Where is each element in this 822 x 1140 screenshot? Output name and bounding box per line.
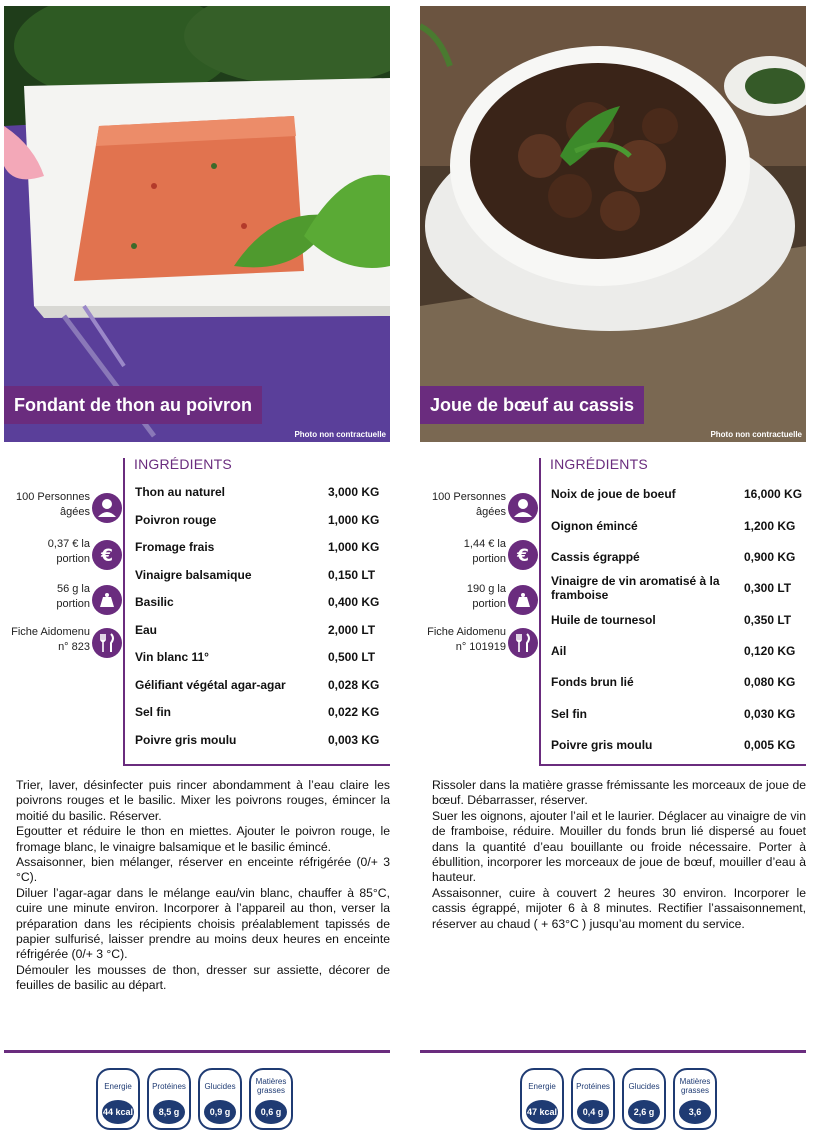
ingredient-qty: 1,200 KG bbox=[744, 518, 796, 533]
badge-label: Matières grasses bbox=[255, 1077, 287, 1095]
ingredient-qty: 3,000 KG bbox=[328, 485, 380, 499]
ingredient-name: Sel fin bbox=[551, 706, 588, 721]
badge-value: 0,9 g bbox=[204, 1100, 236, 1124]
step-text: Démouler les mousses de thon, dresser sur assiette, décorer de feuilles de basilic au départ. bbox=[16, 962, 390, 993]
carbs-badge bbox=[622, 1068, 666, 1130]
ingredient-qty: 0,350 LT bbox=[744, 612, 792, 627]
ingredient-row bbox=[135, 726, 390, 753]
step-text: Suer les oignons, ajouter l’ail et le laurier. Déglacer au vinaigre de vin de framboise, réduire. Mouiller du fonds brun lié dispersé au fouet dans la quantité d’eau bouillante ou froide nécessaire. Porter à ébullition, incorporer les morceaux de joue de bœuf, mouiller d’eau à hauteur. bbox=[432, 808, 806, 885]
ingredient-qty: 0,300 LT bbox=[744, 581, 792, 595]
footer-rule bbox=[420, 1050, 806, 1053]
photo-disclaimer: Photo non contractuelle bbox=[710, 430, 802, 439]
ingredient-row bbox=[551, 729, 806, 760]
ingredient-qty: 0,030 KG bbox=[744, 706, 796, 721]
ingredient-qty: 0,022 KG bbox=[328, 705, 380, 719]
ingredients-table bbox=[135, 478, 390, 753]
person-icon bbox=[92, 493, 122, 523]
ingredient-name: Sel fin bbox=[135, 705, 172, 719]
euro-icon bbox=[508, 540, 538, 570]
ingredients-heading: INGRÉDIENTS bbox=[550, 456, 648, 472]
ingredient-name: Ail bbox=[551, 643, 567, 658]
ingredient-qty: 0,005 KG bbox=[744, 737, 796, 752]
preparation-steps bbox=[16, 778, 390, 994]
recipe-title: Fondant de thon au poivron bbox=[4, 386, 262, 424]
person-icon bbox=[508, 493, 538, 523]
badge-value: 8,5 g bbox=[153, 1100, 185, 1124]
ingredient-row bbox=[135, 506, 390, 533]
svg-text:€: € bbox=[101, 546, 113, 566]
step-text: Egoutter et réduire le thon en miettes. Ajouter le poivron rouge, le fromage blanc, le vinaigre balsamique et le basilic émincé. bbox=[16, 824, 390, 854]
ingredient-qty: 0,150 LT bbox=[328, 567, 376, 582]
ingredient-name: Eau bbox=[135, 622, 158, 637]
badge-label: Energie bbox=[528, 1082, 556, 1091]
ingredient-name: Poivre gris moulu bbox=[135, 732, 237, 747]
euro-icon bbox=[92, 540, 122, 570]
step-text: Rissoler dans la matière grasse frémissante les morceaux de joue de bœuf. Débarrasser, réserver. bbox=[432, 778, 806, 808]
ingredient-row bbox=[551, 698, 806, 729]
ingredients-rule bbox=[539, 764, 806, 766]
ingredients-table bbox=[551, 478, 806, 760]
ingredient-qty: 0,028 KG bbox=[328, 677, 380, 692]
scale-icon bbox=[508, 585, 538, 615]
ingredient-qty: 0,120 KG bbox=[744, 643, 796, 658]
portion-info bbox=[4, 582, 122, 618]
ingredient-name: Poivre gris moulu bbox=[551, 737, 653, 752]
ingredient-qty: 0,900 KG bbox=[744, 549, 796, 564]
ingredient-qty: 0,400 KG bbox=[328, 595, 380, 609]
ingredient-row bbox=[551, 572, 806, 604]
ingredient-name: Thon au naturel bbox=[135, 485, 225, 499]
ingredient-row bbox=[135, 698, 390, 726]
badge-label: Protéines bbox=[576, 1082, 610, 1091]
nutrition-badges bbox=[520, 1068, 717, 1130]
step-text: Trier, laver, désinfecter puis rincer abondamment à l’eau claire les poivrons rouges et le basilic. Mixer les poivrons rouges, émincer la moitié du basilic. Réserver. bbox=[16, 778, 390, 823]
badge-label: Protéines bbox=[152, 1082, 186, 1091]
ingredient-row bbox=[135, 616, 390, 643]
ingredient-name: Cassis égrappé bbox=[551, 549, 640, 564]
ingredient-qty: 1,000 KG bbox=[328, 540, 380, 554]
badge-label: Energie bbox=[104, 1082, 132, 1091]
ingredient-row bbox=[135, 643, 390, 671]
servings-text: 100 Personnes âgées bbox=[16, 491, 90, 518]
servings-text: 100 Personnes âgées bbox=[432, 491, 506, 518]
tuna-fondant-photo bbox=[4, 6, 390, 442]
step-text: Diluer l’agar-agar dans le mélange eau/vin blanc, chauffer à 85°C, cuire une minute environ. Incorporer à l’appareil au thon, verser la préparation dans les récipients choisis préalablement tapissés de papier sulfurisé, laisser prendre au moins deux heures en enceinte réfrigérée (0/+ 3 °C). bbox=[16, 885, 390, 962]
energy-badge bbox=[96, 1068, 140, 1130]
servings-info bbox=[420, 490, 538, 526]
photo-disclaimer: Photo non contractuelle bbox=[294, 430, 386, 439]
ingredient-row bbox=[551, 510, 806, 541]
badge-value: 3,6 bbox=[679, 1100, 711, 1124]
ingredient-name: Fromage frais bbox=[135, 540, 215, 554]
ingredient-name: Gélifiant végétal agar-agar bbox=[135, 677, 286, 692]
cutlery-icon bbox=[92, 628, 122, 658]
ingredient-row bbox=[551, 666, 806, 698]
svg-text:€: € bbox=[517, 546, 529, 566]
badge-label: Glucides bbox=[204, 1082, 236, 1091]
preparation-steps bbox=[432, 778, 806, 932]
nutrition-badges bbox=[96, 1068, 293, 1130]
ingredient-row bbox=[551, 635, 806, 666]
portion-info bbox=[420, 582, 538, 618]
ingredient-name: Poivron rouge bbox=[135, 512, 217, 527]
ingredients-divider bbox=[539, 458, 541, 764]
ingredient-row bbox=[135, 588, 390, 616]
cost-info bbox=[420, 537, 538, 573]
aidomenu-text: Fiche Aidomenu n° 101919 bbox=[427, 626, 506, 653]
badge-value: 47 kcal bbox=[526, 1100, 558, 1124]
servings-info bbox=[4, 490, 122, 526]
step-text: Assaisonner, cuire à couvert 2 heures 30 environ. Incorporer le cassis égrappé, mijoter 6 à 8 minutes. Rectifier l’assaisonnement, réserver au chaud ( + 63°C ) jusqu’au moment du service. bbox=[432, 885, 806, 931]
aidomenu-text: Fiche Aidomenu n° 823 bbox=[11, 626, 90, 653]
step-text: Assaisonner, bien mélanger, réserver en enceinte réfrigérée (0/+ 3 °C). bbox=[16, 855, 390, 885]
ingredient-qty: 0,080 KG bbox=[744, 675, 796, 689]
ingredient-name: Noix de joue de boeuf bbox=[551, 487, 676, 501]
ingredient-row bbox=[135, 671, 390, 698]
badge-value: 44 kcal bbox=[102, 1100, 134, 1124]
ingredient-qty: 0,500 LT bbox=[328, 650, 376, 664]
ingredient-qty: 16,000 KG bbox=[744, 487, 803, 501]
ingredient-row bbox=[551, 604, 806, 635]
badge-label: Matières grasses bbox=[679, 1077, 711, 1095]
carbs-badge bbox=[198, 1068, 242, 1130]
cost-text: 1,44 € la portion bbox=[463, 538, 506, 565]
ingredient-row bbox=[135, 533, 390, 561]
badge-value: 0,4 g bbox=[577, 1100, 609, 1124]
fat-badge bbox=[673, 1068, 717, 1130]
ingredient-qty: 0,003 KG bbox=[328, 732, 380, 747]
aidomenu-info bbox=[420, 625, 538, 661]
badge-label: Glucides bbox=[628, 1082, 660, 1091]
ingredient-name: Oignon émincé bbox=[551, 518, 638, 533]
ingredient-row bbox=[135, 478, 390, 506]
portion-text: 190 g la portion bbox=[466, 583, 506, 610]
ingredient-row bbox=[135, 561, 390, 588]
ingredient-qty: 2,000 LT bbox=[328, 622, 376, 637]
ingredient-qty: 1,000 KG bbox=[328, 512, 380, 527]
protein-badge bbox=[571, 1068, 615, 1130]
aidomenu-info bbox=[4, 625, 122, 661]
ingredient-name: Vinaigre de vin aromatisé à la framboise bbox=[551, 574, 720, 602]
scale-icon bbox=[92, 585, 122, 615]
recipe-card-beef bbox=[420, 0, 806, 1140]
portion-text: 56 g la portion bbox=[56, 583, 90, 610]
footer-rule bbox=[4, 1050, 390, 1053]
cost-text: 0,37 € la portion bbox=[47, 538, 90, 565]
cost-info bbox=[4, 537, 122, 573]
fat-badge bbox=[249, 1068, 293, 1130]
ingredient-name: Fonds brun lié bbox=[551, 675, 634, 689]
badge-value: 0,6 g bbox=[255, 1100, 287, 1124]
recipe-card-tuna bbox=[4, 0, 390, 1140]
ingredients-rule bbox=[123, 764, 390, 766]
ingredients-divider bbox=[123, 458, 125, 764]
energy-badge bbox=[520, 1068, 564, 1130]
ingredient-name: Huile de tournesol bbox=[551, 612, 656, 627]
ingredient-name: Basilic bbox=[135, 595, 174, 609]
ingredient-name: Vinaigre balsamique bbox=[135, 567, 252, 582]
cutlery-icon bbox=[508, 628, 538, 658]
beef-cheek-photo bbox=[420, 6, 806, 442]
ingredients-heading: INGRÉDIENTS bbox=[134, 456, 232, 472]
ingredient-name: Vin blanc 11° bbox=[135, 650, 209, 664]
ingredient-row bbox=[551, 541, 806, 572]
protein-badge bbox=[147, 1068, 191, 1130]
badge-value: 2,6 g bbox=[628, 1100, 660, 1124]
ingredient-row bbox=[551, 478, 806, 510]
recipe-title: Joue de bœuf au cassis bbox=[420, 386, 644, 424]
